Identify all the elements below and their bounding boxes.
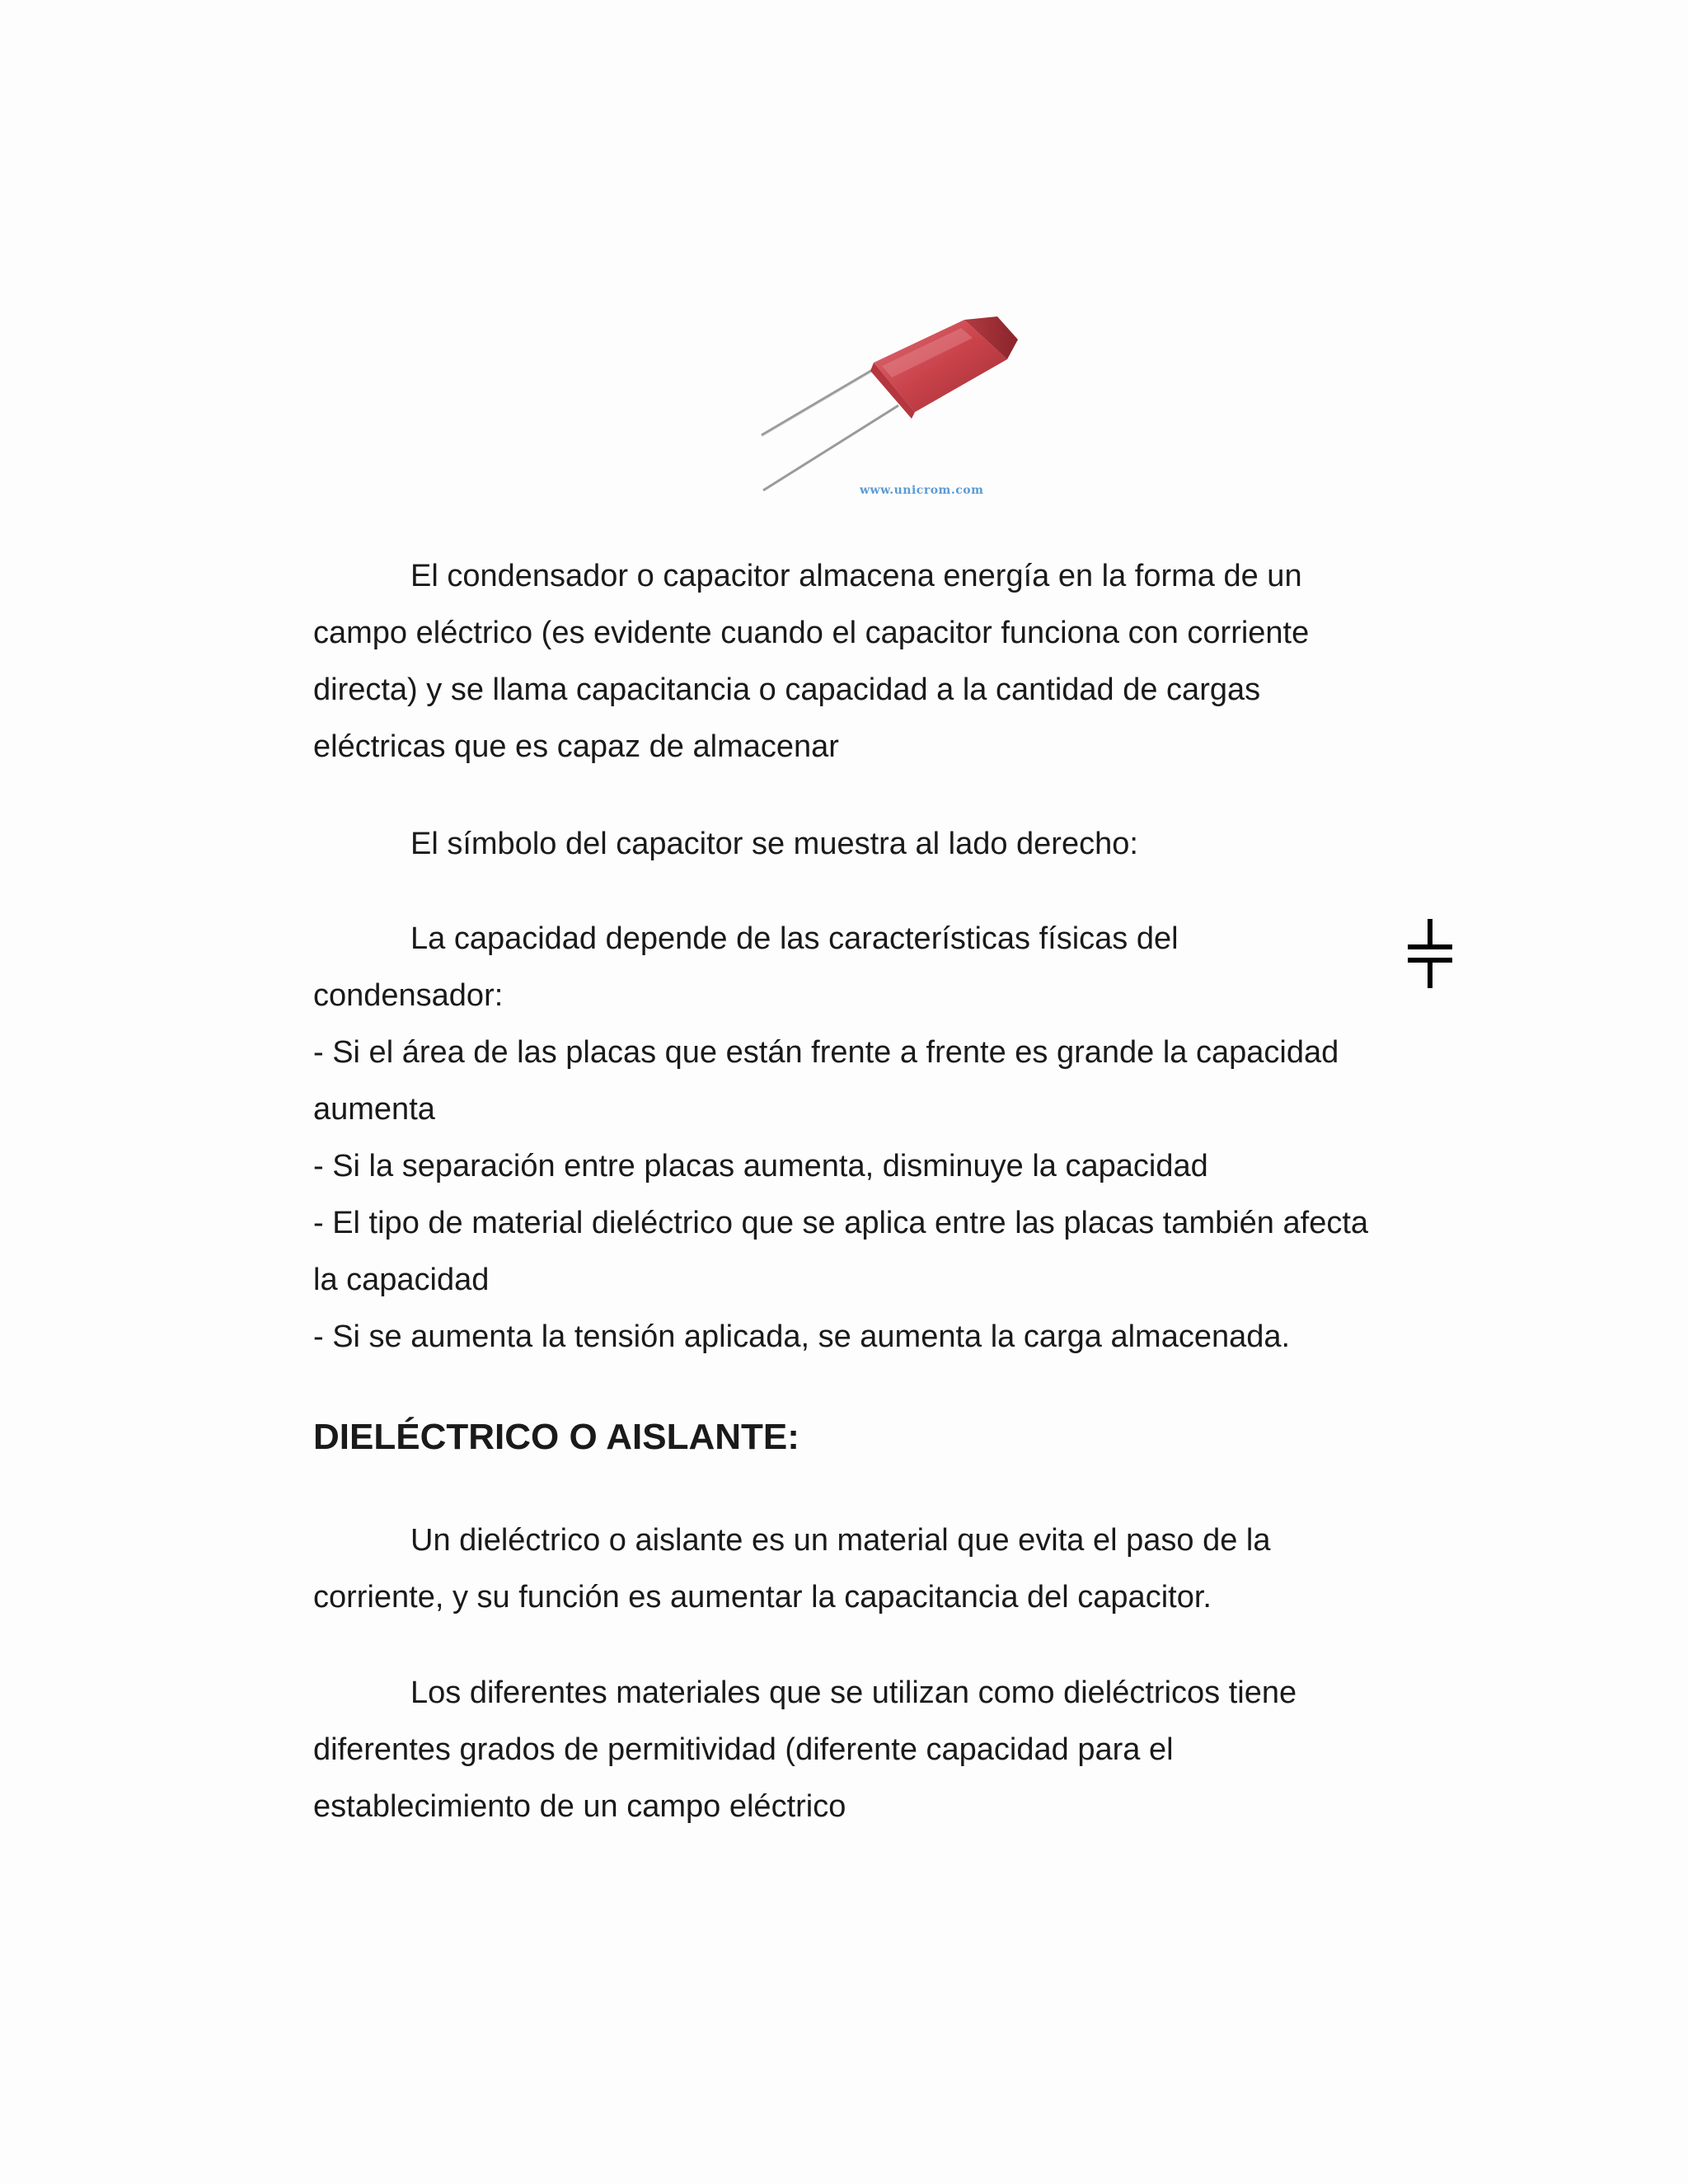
intro-line-2: campo eléctrico (es evidente cuando el capacitor funciona con corriente xyxy=(313,616,1310,650)
capacitor-photo xyxy=(750,305,1022,511)
capacity-line-4: aumenta xyxy=(313,1092,435,1127)
dielectric-p1-line-1: Un dieléctrico o aislante es un material que evita el paso de la xyxy=(410,1523,1271,1558)
capacity-line-6: - El tipo de material dieléctrico que se aplica entre las placas también afecta xyxy=(313,1206,1369,1240)
intro-line-1: El condensador o capacitor almacena energía en la forma de un xyxy=(410,559,1302,593)
intro-line-4: eléctricas que es capaz de almacenar xyxy=(313,729,839,764)
dielectric-paragraph-1 xyxy=(313,1512,1434,1626)
capacity-line-1: La capacidad depende de las características físicas del xyxy=(410,921,1179,956)
dielectric-p2-line-2: diferentes grados de permitividad (diferente capacidad para el xyxy=(313,1732,1174,1767)
capacity-line-3: - Si el área de las placas que están frente a frente es grande la capacidad xyxy=(313,1035,1339,1070)
watermark-text: www.unicrom.com xyxy=(860,484,984,497)
section-heading: DIELÉCTRICO O AISLANTE: xyxy=(313,1417,799,1457)
capacity-line-5: - Si la separación entre placas aumenta, disminuye la capacidad xyxy=(313,1149,1208,1183)
dielectric-p2-line-1: Los diferentes materiales que se utilizan como dieléctricos tiene xyxy=(410,1675,1297,1710)
symbol-paragraph xyxy=(313,816,1434,873)
dielectric-p1-line-2: corriente, y su función es aumentar la capacitancia del capacitor. xyxy=(313,1580,1212,1615)
dielectric-p2-line-3: establecimiento de un campo eléctrico xyxy=(313,1789,846,1824)
capacity-section xyxy=(313,911,1434,1366)
capacity-line-7: la capacidad xyxy=(313,1263,490,1297)
intro-paragraph xyxy=(313,548,1434,776)
intro-line-3: directa) y se llama capacitancia o capacidad a la cantidad de cargas xyxy=(313,673,1261,707)
capacity-line-8: - Si se aumenta la tensión aplicada, se aumenta la carga almacenada. xyxy=(313,1319,1291,1354)
capacity-line-2: condensador: xyxy=(313,978,504,1013)
dielectric-paragraph-2 xyxy=(313,1665,1434,1835)
symbol-text: El símbolo del capacitor se muestra al lado derecho: xyxy=(410,827,1138,861)
